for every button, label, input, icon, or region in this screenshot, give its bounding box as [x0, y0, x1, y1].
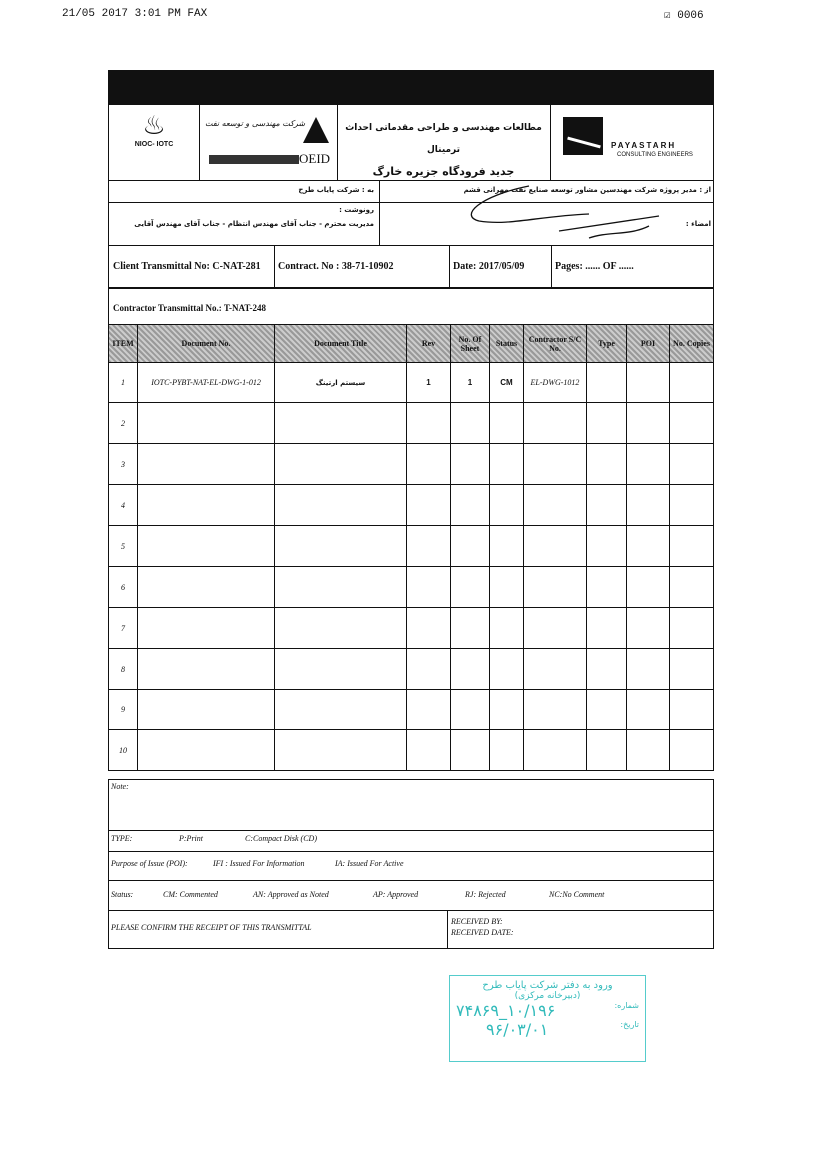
table-cell-item: 8 — [109, 649, 138, 690]
column-header-rev: Rev — [407, 325, 451, 363]
table-cell-poi — [627, 444, 670, 485]
table-cell-status — [490, 690, 524, 730]
table-cell-rev — [407, 403, 451, 444]
table-cell-document-title: سیستم ارتینگ — [275, 363, 407, 403]
column-header-status: Status — [490, 325, 524, 363]
received-date-field: RECEIVED DATE: — [451, 928, 514, 937]
status-ap: AP: Approved — [373, 890, 419, 899]
client-transmittal-no: Client Transmittal No: C-NAT-281 — [113, 261, 261, 272]
table-cell-poi — [627, 363, 670, 403]
table-cell-type — [587, 444, 627, 485]
table-cell-rev — [407, 485, 451, 526]
fax-timestamp: 21/05 2017 3:01 PM FAX — [62, 8, 208, 20]
table-cell-type — [587, 730, 627, 771]
column-header-no-copies: No. Copies — [670, 325, 714, 363]
type-label: TYPE: — [111, 834, 133, 843]
table-cell-contractor-sc-no — [524, 444, 587, 485]
table-cell-no-copies — [670, 363, 714, 403]
nioc-logo — [109, 105, 200, 180]
table-cell-contractor-sc-no — [524, 730, 587, 771]
table-cell-no-copies — [670, 649, 714, 690]
table-cell-document-no — [138, 403, 275, 444]
table-cell-status — [490, 526, 524, 567]
table-cell-rev — [407, 526, 451, 567]
table-cell-status — [490, 567, 524, 608]
table-cell-document-title — [275, 608, 407, 649]
table-cell-no-of-sheet: 1 — [451, 363, 490, 403]
status-nc: NC:No Comment — [549, 890, 605, 899]
table-cell-rev — [407, 567, 451, 608]
table-cell-rev — [407, 444, 451, 485]
table-cell-no-copies — [670, 567, 714, 608]
table-cell-poi — [627, 730, 670, 771]
footer-section — [108, 779, 714, 949]
stamp-number-label: شماره: — [614, 1001, 639, 1010]
poi-ifi: IFI : Issued For Information — [213, 859, 305, 868]
oeid-logo — [199, 105, 338, 180]
stamp-number: ۱۰/۱۹۶_۷۴۸۶۹ — [456, 1001, 556, 1020]
table-cell-no-of-sheet — [451, 485, 490, 526]
table-cell-item: 10 — [109, 730, 138, 771]
table-cell-contractor-sc-no — [524, 608, 587, 649]
table-cell-no-copies — [670, 444, 714, 485]
type-cd: C:Compact Disk (CD) — [245, 834, 317, 843]
receipt-stamp — [449, 975, 646, 1062]
status-rj: RJ: Rejected — [465, 890, 506, 899]
table-cell-type — [587, 485, 627, 526]
table-cell-document-title — [275, 485, 407, 526]
table-cell-type — [587, 649, 627, 690]
table-cell-document-title — [275, 403, 407, 444]
table-cell-no-copies — [670, 526, 714, 567]
table-cell-poi — [627, 567, 670, 608]
table-cell-document-no — [138, 444, 275, 485]
table-cell-item: 4 — [109, 485, 138, 526]
table-cell-contractor-sc-no — [524, 567, 587, 608]
table-cell-contractor-sc-no — [524, 690, 587, 730]
table-cell-document-title — [275, 444, 407, 485]
table-cell-no-copies — [670, 485, 714, 526]
contractor-transmittal-row — [108, 288, 714, 325]
oeid-label: OEID — [299, 151, 331, 166]
fax-page-number: ☑ 0006 — [664, 10, 704, 22]
header-bar — [108, 70, 714, 104]
oeid-triangle-icon — [303, 117, 329, 143]
table-cell-rev — [407, 649, 451, 690]
table-cell-poi — [627, 608, 670, 649]
nioc-label: NIOC- IOTC — [134, 141, 174, 148]
table-cell-document-no — [138, 485, 275, 526]
handwritten-signature — [439, 176, 679, 251]
table-cell-type — [587, 526, 627, 567]
table-cell-type — [587, 403, 627, 444]
table-cell-document-title — [275, 690, 407, 730]
table-cell-no-of-sheet — [451, 649, 490, 690]
table-cell-item: 7 — [109, 608, 138, 649]
table-cell-no-copies — [670, 608, 714, 649]
table-cell-rev — [407, 690, 451, 730]
column-header-no-of-sheet: No. Of Sheet — [451, 325, 490, 363]
document-table — [108, 324, 714, 771]
table-cell-no-of-sheet — [451, 444, 490, 485]
table-cell-document-title — [275, 567, 407, 608]
stamp-line2: (دبیرخانه مرکزی) — [514, 991, 581, 1001]
table-cell-no-of-sheet — [451, 608, 490, 649]
contract-no: Contract. No : 38-71-10902 — [278, 261, 394, 272]
table-cell-item: 9 — [109, 690, 138, 730]
fax-page-value: 0006 — [677, 10, 704, 22]
table-cell-document-title — [275, 526, 407, 567]
table-cell-contractor-sc-no — [524, 485, 587, 526]
stamp-date: ۹۶/۰۳/۰۱ — [486, 1020, 549, 1039]
table-cell-document-no — [138, 567, 275, 608]
table-cell-contractor-sc-no — [524, 526, 587, 567]
pages-count: Pages: ...... OF ...... — [555, 261, 634, 272]
table-cell-contractor-sc-no: EL-DWG-1012 — [524, 363, 587, 403]
nioc-flame-icon: ♨ — [142, 111, 166, 140]
table-cell-status — [490, 403, 524, 444]
table-cell-document-no — [138, 526, 275, 567]
column-header-poi: POI — [627, 325, 670, 363]
table-cell-status: CM — [490, 363, 524, 403]
table-cell-status — [490, 649, 524, 690]
poi-ia: IA: Issued For Active — [335, 859, 404, 868]
table-cell-status — [490, 730, 524, 771]
table-cell-item: 3 — [109, 444, 138, 485]
table-cell-no-of-sheet — [451, 690, 490, 730]
table-cell-poi — [627, 403, 670, 444]
type-print: P:Print — [179, 834, 203, 843]
column-header-document-title: Document Title — [275, 325, 407, 363]
table-cell-item: 2 — [109, 403, 138, 444]
table-cell-no-copies — [670, 730, 714, 771]
project-title-line1: مطالعات مهندسی و طراحی مقدماتی احداث ترمینال — [345, 123, 542, 155]
cc-label: رونوشت : — [339, 206, 374, 214]
column-header-type: Type — [587, 325, 627, 363]
column-header-document-no: Document No. — [138, 325, 275, 363]
table-cell-rev — [407, 608, 451, 649]
stamp-date-label: تاریخ: — [620, 1020, 639, 1029]
from-field: از : مدیر پروژه شرکت مهندسین مشاور توسعه صنایع نفت مهرانی قشم — [463, 186, 711, 194]
payastarh-logo — [551, 105, 713, 180]
table-cell-no-of-sheet — [451, 403, 490, 444]
oeid-persian-name: شرکت مهندسی و توسعه نفت — [205, 119, 306, 128]
table-cell-no-of-sheet — [451, 567, 490, 608]
table-cell-type — [587, 608, 627, 649]
table-cell-document-no: IOTC-PYBT-NAT-EL-DWG-1-012 — [138, 363, 275, 403]
table-cell-item: 6 — [109, 567, 138, 608]
to-field: به : شرکت پایاب طرح — [298, 186, 374, 194]
received-by-field: RECEIVED BY: — [451, 917, 503, 926]
table-cell-no-of-sheet — [451, 526, 490, 567]
table-cell-status — [490, 444, 524, 485]
addressing-section — [108, 180, 714, 246]
note-label: Note: — [111, 782, 129, 791]
status-cm: CM: Commented — [163, 890, 218, 899]
cc-field: مدیریت محترم - جناب آقای مهندس انتظام - جناب آقای مهندس آقایی — [134, 220, 374, 228]
table-cell-poi — [627, 649, 670, 690]
table-cell-item: 1 — [109, 363, 138, 403]
table-cell-contractor-sc-no — [524, 649, 587, 690]
table-cell-no-copies — [670, 690, 714, 730]
payastarh-subtitle: CONSULTING ENGINEERS — [617, 152, 693, 158]
table-cell-document-no — [138, 608, 275, 649]
table-cell-item: 5 — [109, 526, 138, 567]
table-cell-poi — [627, 485, 670, 526]
confirm-receipt-text: PLEASE CONFIRM THE RECEIPT OF THIS TRANSMITTAL — [111, 923, 312, 932]
table-cell-contractor-sc-no — [524, 403, 587, 444]
table-cell-status — [490, 485, 524, 526]
table-cell-document-no — [138, 649, 275, 690]
logo-row — [108, 104, 714, 181]
table-cell-poi — [627, 690, 670, 730]
table-cell-poi — [627, 526, 670, 567]
table-cell-document-no — [138, 730, 275, 771]
table-cell-document-title — [275, 730, 407, 771]
table-cell-type — [587, 567, 627, 608]
project-title — [337, 105, 551, 180]
status-an: AN: Approved as Noted — [253, 890, 329, 899]
table-cell-rev — [407, 730, 451, 771]
payastarh-mark-icon — [563, 117, 603, 155]
contractor-transmittal-no: Contractor Transmittal No.: T-NAT-248 — [113, 303, 266, 313]
poi-label: Purpose of Issue (POI): — [111, 859, 188, 868]
table-cell-type — [587, 363, 627, 403]
table-cell-no-of-sheet — [451, 730, 490, 771]
status-label: Status: — [111, 890, 134, 899]
column-header-item: ITEM — [109, 325, 138, 363]
table-cell-status — [490, 608, 524, 649]
table-cell-document-no — [138, 690, 275, 730]
signature-label: امضاء : — [685, 220, 711, 228]
stamp-line1: ورود به دفتر شرکت پایاب طرح — [482, 980, 613, 991]
oeid-bar — [209, 155, 299, 164]
payastarh-label: PAYASTARH — [611, 141, 677, 150]
table-cell-type — [587, 690, 627, 730]
table-cell-document-title — [275, 649, 407, 690]
transmittal-date: Date: 2017/05/09 — [453, 261, 525, 272]
table-cell-no-copies — [670, 403, 714, 444]
transmittal-info-row — [108, 245, 714, 288]
project-title-line2: جدید فرودگاه جزیره خارگ — [372, 165, 515, 178]
table-cell-rev: 1 — [407, 363, 451, 403]
column-header-contractor-sc-no: Contractor S/C No. — [524, 325, 587, 363]
